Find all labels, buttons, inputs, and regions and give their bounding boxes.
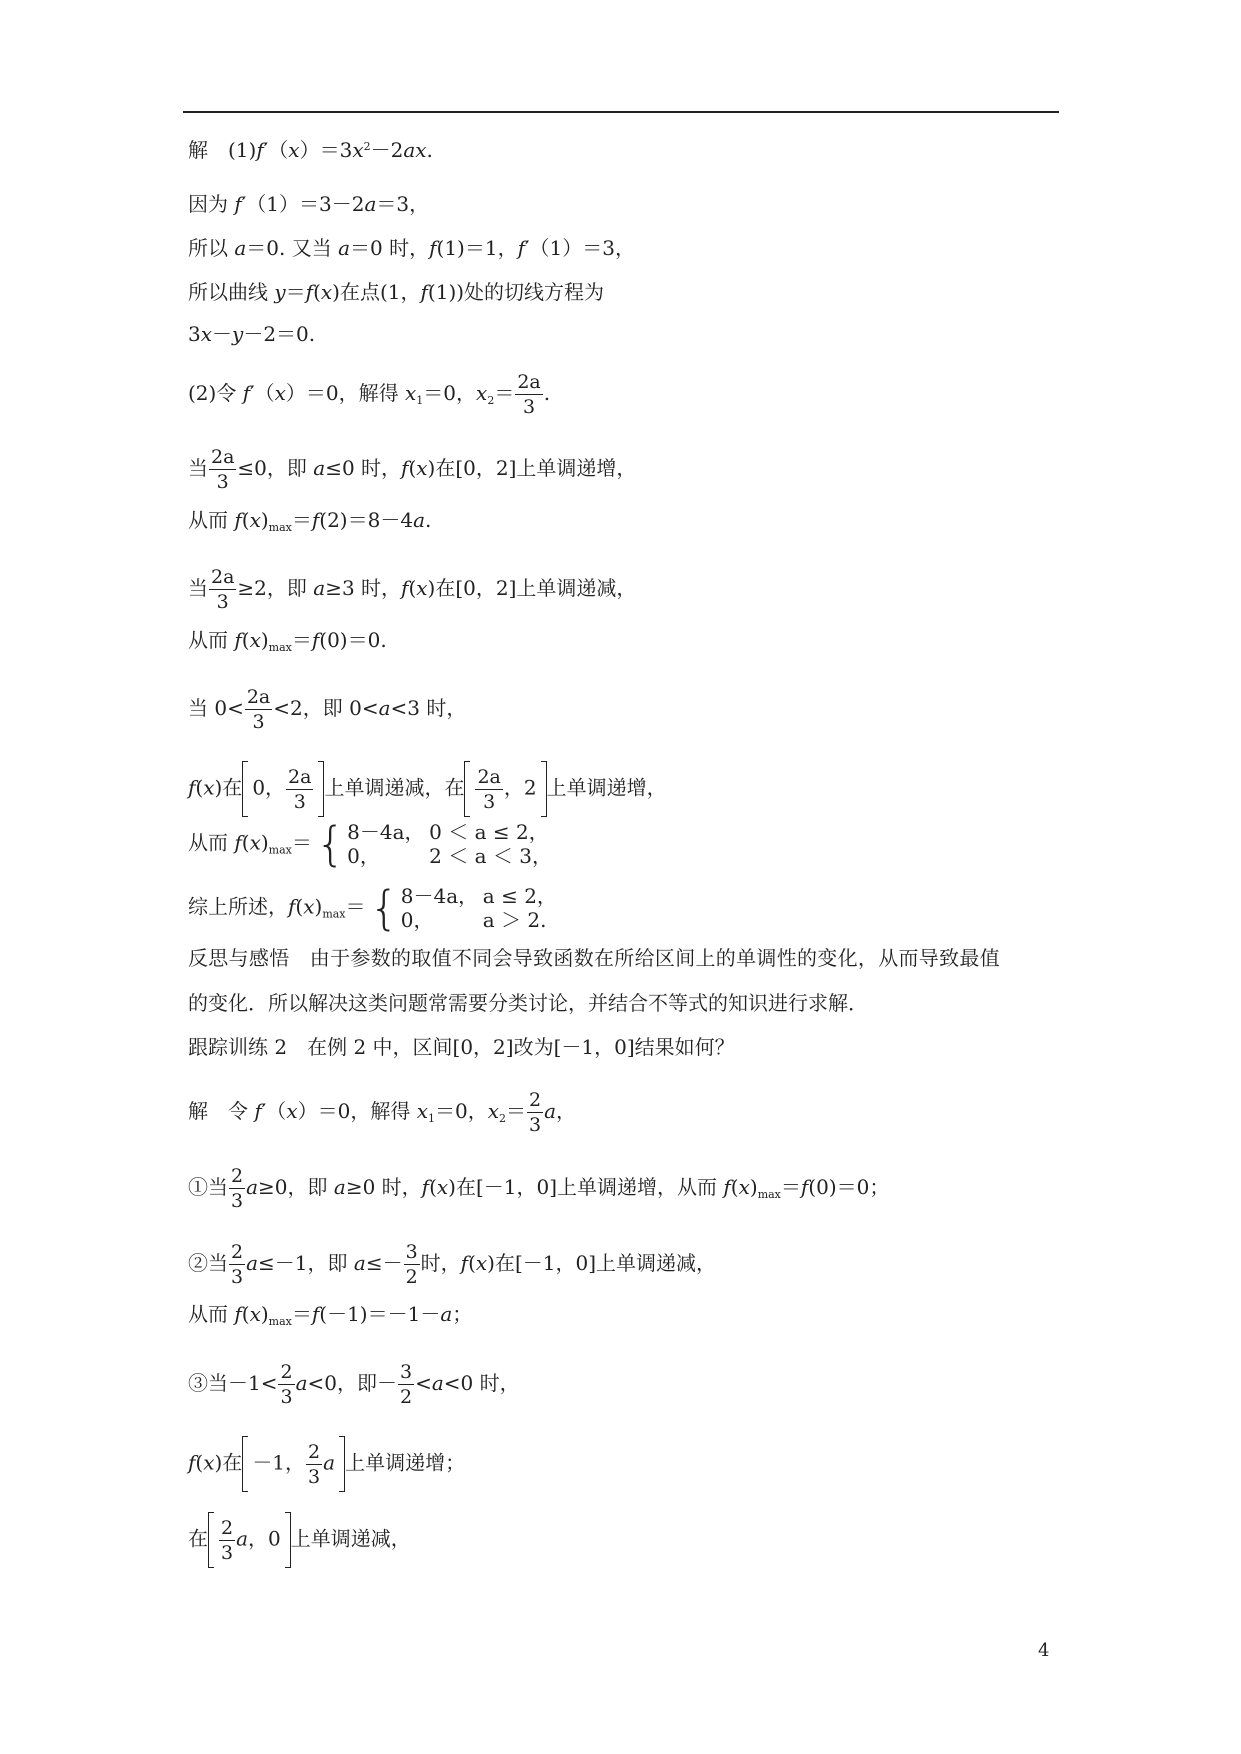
math-var: f [421,1175,430,1199]
text: ′（1）＝3－2 [241,192,365,216]
numerator: 2a [211,566,235,588]
math-var: f [254,1099,262,1123]
math-var: x [476,381,488,405]
math-var: x [416,1099,428,1123]
fraction [278,1360,294,1409]
text: 上单调递减，在 [324,775,465,800]
cases [401,884,557,932]
solution-line-3 [188,238,635,258]
math-var: f [460,1251,469,1275]
case-row [347,844,552,868]
case-value: 8－4a， [347,820,425,844]
superscript: 2 [363,140,371,153]
math-var: x [436,1175,449,1199]
text: ，2 [503,775,537,800]
left-bracket [242,1436,248,1492]
numerator: 2a [288,765,312,788]
subscript: 1 [416,394,424,407]
math-var: f [420,280,428,304]
math-var: f [242,381,251,405]
math-var: a [295,1371,308,1395]
denominator: 3 [216,471,229,493]
text: ＝0， [434,1099,488,1123]
denominator: 2 [405,1266,418,1288]
text: ③当－1< [188,1371,278,1395]
text: ) [260,830,269,855]
case-value: 0， [400,908,434,932]
max-piecewise [188,817,552,871]
denominator: 3 [522,396,536,418]
math-var: y [274,280,286,304]
text: )在 [214,1450,243,1475]
subscript: 2 [487,394,495,407]
exercise-decreasing-interval [188,1512,411,1568]
left-bracket [464,761,470,817]
math-var: x [487,1099,499,1123]
denominator: 3 [483,790,496,813]
math-var: x [416,576,428,600]
text: < [415,1371,432,1395]
fraction [209,445,236,494]
text: ′（1）＝3， [525,236,635,260]
reflection-line-2: 的变化．所以解决这类问题常需要分类讨论，并结合不等式的知识进行求解． [188,991,868,1015]
text: ＝ [780,1175,801,1199]
text: ( [730,1175,739,1199]
math-var: x [274,381,286,405]
case-condition: 2 ＜ a ＜ 3， [429,844,552,868]
subscript: 1 [427,1112,435,1125]
text: 当 [188,456,208,480]
math-var: a [246,1251,259,1275]
text: <0 时， [443,1371,520,1395]
numerator: 2 [231,1241,244,1263]
math-var: x [738,1175,750,1199]
exercise-case-1 [188,1164,889,1213]
math-var: f [234,192,242,216]
text: ′（ [263,138,289,162]
math-var: f [234,628,242,652]
math-var: f [188,1450,196,1475]
exercise-case-3 [188,1360,520,1409]
exercise-solution-roots [188,1088,576,1137]
text: 解 (1) [188,138,257,162]
denominator: 3 [280,1386,293,1408]
text: －1， [252,1450,306,1475]
text: )在[0，2]上单调递减， [427,576,637,600]
text: (1)＝1， [436,236,518,260]
text: 上单调递减， [290,1526,411,1551]
max-value-line [188,510,431,533]
math-var: x [249,830,261,855]
case-increasing [188,445,636,494]
numerator: 2a [246,686,271,708]
text: (0)＝0； [808,1175,890,1199]
math-var: a [413,508,425,532]
text: ( [295,894,304,919]
text: ( [408,576,417,600]
case-decreasing [188,565,636,614]
denominator: 3 [528,1114,542,1136]
text: (－1)＝－1－ [319,1302,441,1326]
math-var: x [203,1450,215,1475]
math-var: a [333,1175,346,1199]
max-value-line [188,1304,472,1327]
fraction [515,370,542,419]
text: )在[－1，0]上单调递增，从而 [448,1175,724,1199]
case-value: 8－4a， [400,884,479,908]
summary-piecewise [188,881,557,935]
case-row [401,884,557,908]
text: ＝ [291,1302,312,1326]
numerator: 2 [528,1089,542,1111]
math-var: a [313,576,326,600]
text: ＝0 时， [350,236,430,260]
math-var: a [338,236,351,260]
math-var: a [378,696,391,720]
math-var: a [323,1450,336,1475]
text: )在[－1，0]上单调递减， [487,1251,717,1275]
text: 上单调递增， [546,775,667,800]
math-var: a [353,1251,366,1275]
subscript: max [322,907,346,921]
math-var: f [401,576,409,600]
fraction [219,1516,235,1565]
text: 3 [188,322,201,346]
text: ( [241,830,250,855]
math-var: x [320,280,333,304]
text: <2，即 0< [273,696,379,720]
math-var: f [234,508,242,532]
text: ( [241,628,250,652]
text: ≥3 时， [325,576,402,600]
exercise-case-2 [188,1240,716,1289]
math-var: x [249,628,261,652]
denominator: 3 [293,790,306,813]
text: ，0 [248,1526,281,1551]
solution-part1-derivative [188,140,433,160]
text: － [212,322,233,346]
math-var: a [364,192,377,216]
text: 从而 [188,1302,235,1326]
text: (2)＝8－4 [319,508,414,532]
math-var: f [188,775,196,800]
fraction [209,565,236,614]
subscript: max [268,843,292,857]
denominator: 3 [231,1266,244,1288]
numerator: 2 [231,1165,244,1187]
text: ≥2，即 [237,576,314,600]
math-var: x [249,1302,261,1326]
text: ( [241,508,250,532]
text: ′（ [261,1099,287,1123]
text: 从而 [188,628,235,652]
denominator: 3 [231,1190,244,1212]
text: . [543,381,551,405]
text: 因为 [188,192,235,216]
text: 当 0< [188,696,244,720]
text: 所以曲线 [188,280,275,304]
text: 从而 [188,508,235,532]
fraction [404,1240,420,1289]
text: ＝ [285,280,306,304]
math-var: a [234,236,247,260]
numerator: 2a [517,371,541,393]
math-var: a [236,1526,249,1551]
math-var: f [234,830,242,855]
case-condition: a ＞ 2. [482,908,547,932]
solution-line-2 [188,194,429,214]
numerator: 2a [211,446,235,468]
text: ′（ [250,381,275,405]
fraction [286,765,313,814]
left-brace: { [315,817,346,871]
text: ＝0， [423,381,477,405]
tangent-equation [188,324,315,344]
text: ≥0 时， [345,1175,422,1199]
text: ≤－ [365,1251,403,1275]
text: ； [452,1302,473,1326]
text: 0， [252,775,286,800]
math-var: f [234,1302,242,1326]
text: (0)＝0. [319,628,387,652]
math-var: f [429,236,437,260]
text: . [425,508,432,532]
text: ＝ [505,1099,526,1123]
math-var: f [311,628,320,652]
subscript: max [757,1188,781,1201]
math-var: a [246,1175,259,1199]
math-var: f [256,138,264,162]
header-rule [183,111,1059,113]
text: 综上所述， [188,894,288,919]
text: ( [313,280,321,304]
text: ) [260,508,269,532]
left-bracket [242,761,248,817]
subscript: max [268,641,292,654]
numerator: 2 [221,1516,234,1539]
subscript: 2 [498,1112,506,1125]
text: ）＝0，解得 [297,1099,417,1123]
text: ( [429,1175,437,1199]
text: 解 令 [188,1099,255,1123]
text: ＝ [494,381,515,405]
text: －2 [370,138,404,162]
text: )在 [214,775,243,800]
text: ) [260,1302,269,1326]
math-var: a [313,456,326,480]
numerator: 2 [308,1440,321,1463]
text: ）＝0，解得 [285,381,406,405]
numerator: 3 [405,1241,418,1263]
cases [347,820,552,868]
text: ( [241,1302,250,1326]
case-row [347,820,552,844]
text: ， [556,1099,577,1123]
text: ＝3， [376,192,430,216]
math-var: f [800,1175,809,1199]
text: ) [314,894,323,919]
fraction [245,685,272,734]
case-value: 0， [347,844,380,868]
text: ≤0，即 [237,456,314,480]
text: ≤－1，即 [258,1251,354,1275]
math-var: x [405,381,417,405]
text: 从而 [188,830,235,855]
text: －2＝0. [243,322,316,346]
text: ＝ [345,894,366,919]
text: ( [195,775,204,800]
text: 时， [420,1251,461,1275]
math-var: x [288,138,300,162]
subscript: max [268,521,292,534]
math-var: x [200,322,213,346]
subscript: max [268,1315,292,1328]
text: 所以 [188,236,235,260]
math-var: f [311,508,320,532]
max-value-line [188,630,387,653]
solution-line-4 [188,282,604,302]
fraction [229,1164,245,1213]
page-number: 4 [1038,1640,1050,1661]
math-var: f [305,280,314,304]
text: ( [195,1450,204,1475]
denominator: 3 [308,1465,321,1488]
text: ＝ [291,628,312,652]
text: (1))处的切线方程为 [427,280,605,304]
math-var: a [431,1371,444,1395]
math-var: x [303,894,315,919]
math-var: f [311,1302,320,1326]
text: ①当 [188,1175,228,1199]
fraction [527,1088,543,1137]
math-var: x [249,508,261,532]
text: ( [468,1251,476,1275]
text: (2)令 [188,381,243,405]
math-var: f [401,456,409,480]
math-var: x [203,775,215,800]
math-var: a [544,1099,557,1123]
math-var: x [475,1251,488,1275]
text: ( [408,456,417,480]
text: ) [260,628,269,652]
math-var: ax [403,138,427,162]
reflection-line-1: 反思与感悟 由于参数的取值不同会导致函数在所给区间上的单调性的变化，从而导致最值 [188,946,1000,970]
text: 在 [188,1526,208,1551]
math-var: f [517,236,525,260]
denominator: 3 [252,711,265,733]
denominator: 3 [221,1541,234,1564]
fraction [306,1440,322,1489]
fraction [229,1240,245,1289]
math-var: x [416,456,428,480]
monotonic-intervals [188,761,667,817]
left-brace: { [369,881,399,935]
numerator: 3 [400,1361,413,1383]
text: 上单调递增； [345,1450,466,1475]
case-middle [188,685,466,734]
text: 当 [188,576,208,600]
text: ＝ [291,508,312,532]
text: )在[0，2]上单调递增， [427,456,637,480]
fraction [398,1360,414,1409]
case-row [401,908,557,932]
numerator: 2 [280,1361,293,1383]
text: ＝ [291,830,312,855]
text: . [426,138,433,162]
text: ≤0 时， [325,456,402,480]
denominator: 2 [400,1386,413,1408]
text: )在点(1， [332,280,421,304]
text: ) [749,1175,758,1199]
text: <0，即－ [307,1371,397,1395]
text: ＝0. 又当 [246,236,339,260]
case-condition: a ≤ 2， [482,884,557,908]
fraction [475,765,502,814]
math-var: f [288,894,296,919]
text: ）＝3 [299,138,353,162]
math-var: f [723,1175,731,1199]
solution-part2-roots [188,370,550,419]
exercise-increasing-interval [188,1436,465,1492]
math-var: y [232,322,244,346]
numerator: 2a [477,765,501,788]
math-var: x [286,1099,298,1123]
text: ≥0，即 [258,1175,334,1199]
math-var: x [352,138,364,162]
follow-up-exercise: 跟踪训练 2 在例 2 中，区间[0，2]改为[－1，0]结果如何？ [188,1035,735,1059]
case-condition: 0 ＜ a ≤ 2， [429,820,549,844]
math-var: a [440,1302,453,1326]
denominator: 3 [216,591,229,613]
text: ②当 [188,1251,228,1275]
left-bracket [208,1512,214,1568]
text: <3 时， [390,696,467,720]
